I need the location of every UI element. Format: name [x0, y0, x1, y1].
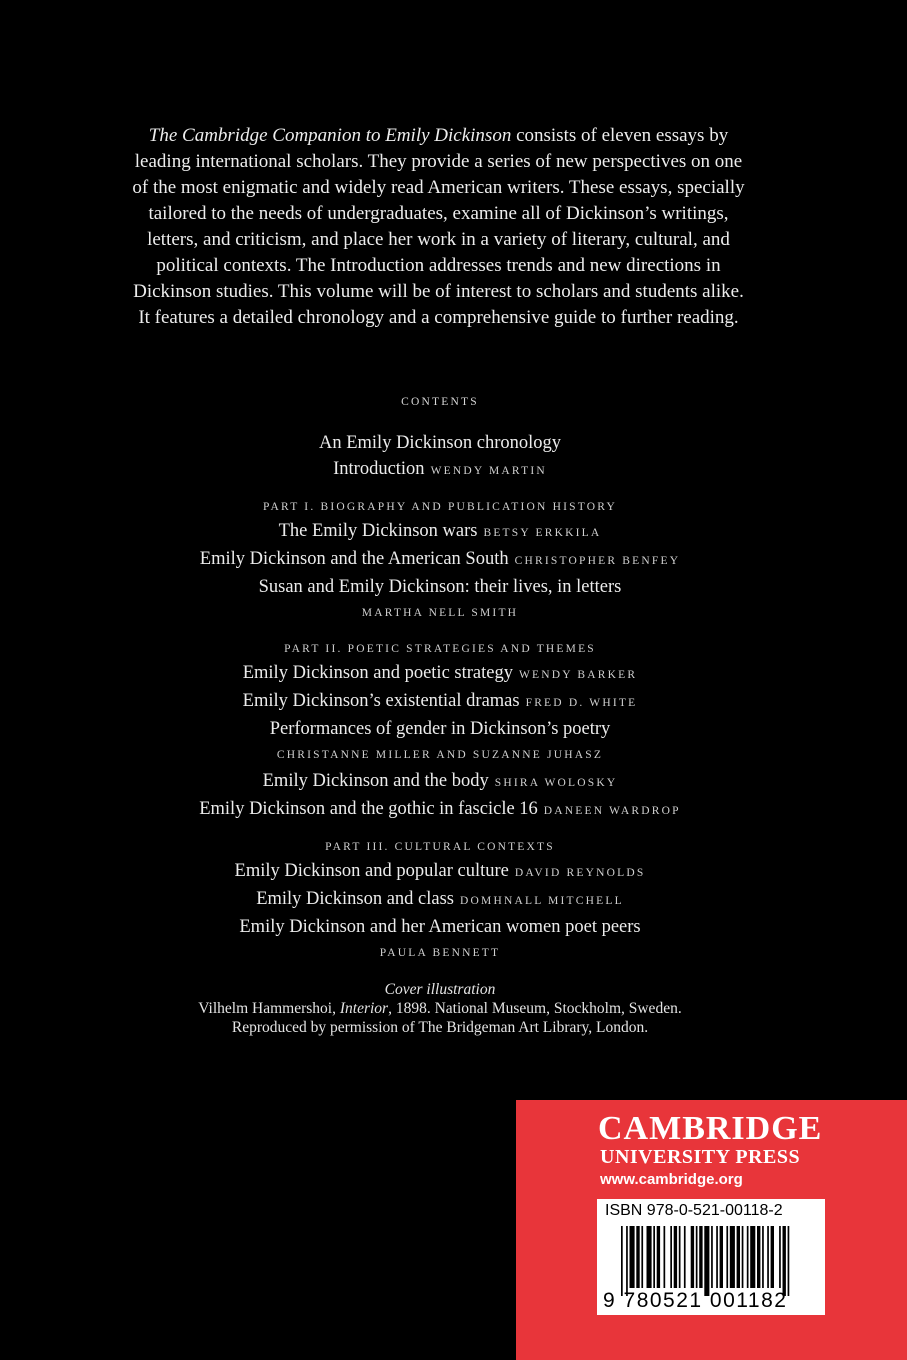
toc-entry — [0, 768, 880, 796]
barcode-bar — [641, 1226, 643, 1288]
credit-work-title: Interior — [339, 1000, 389, 1017]
barcode-digits: 9 780521 001182 — [603, 1289, 788, 1312]
isbn-label: ISBN 978-0-521-00118-2 — [605, 1202, 783, 1219]
barcode-bar — [737, 1226, 740, 1288]
barcode-bar — [674, 1226, 677, 1288]
barcode-bar — [684, 1226, 686, 1288]
toc-entry-author: FRED D. WHITE — [525, 697, 638, 709]
barcode-bar — [716, 1226, 718, 1288]
toc-entry — [0, 660, 880, 688]
book-title: The Cambridge Companion to Emily Dickinson — [148, 125, 512, 146]
table-of-contents — [0, 430, 880, 966]
barcode-bar — [696, 1226, 698, 1288]
toc-entry — [0, 796, 880, 824]
barcode-bar — [664, 1226, 666, 1288]
barcode-bar — [704, 1226, 709, 1296]
barcode-bar — [691, 1226, 694, 1288]
toc-entry — [0, 688, 880, 716]
barcode-bar — [636, 1226, 639, 1288]
toc-entry-author: BETSY ERKKILA — [483, 527, 602, 539]
barcode-bar — [747, 1226, 749, 1288]
back-cover-blurb — [130, 123, 747, 331]
toc-entry-title: Emily Dickinson and poetic strategy — [242, 663, 513, 683]
toc-entry-author: WENDY MARTIN — [430, 465, 547, 477]
toc-entry — [0, 914, 880, 940]
toc-entry — [0, 456, 880, 484]
barcode-bar — [757, 1226, 760, 1288]
contents-heading: CONTENTS — [401, 396, 479, 408]
publisher-url: www.cambridge.org — [600, 1171, 743, 1188]
toc-entry-author: DANEEN WARDROP — [543, 805, 681, 817]
toc-entry-title: Introduction — [333, 459, 425, 479]
barcode-bar — [720, 1226, 723, 1288]
blurb-text: consists of eleven essays by leading international scholars. They provide a series of new perspectives on one of the most enigmatic and widely read American writers. These essays, specially tailored to the needs of undergraduates, examine all of Dickinson’s writings, letters, and criticism, and place her work in a variety of literary, cultural, and political contexts. The Introduction addresses trends and new directions in Dickinson studies. This volume will be of interest to scholars and students alike. It features a detailed chronology and a comprehensive guide to further reading. — [132, 125, 745, 328]
part-heading: PART III. CULTURAL CONTEXTS — [325, 841, 555, 853]
toc-entry-title: Emily Dickinson and her American women poet peers — [239, 917, 641, 937]
barcode-bar — [771, 1226, 774, 1288]
cover-permission-line: Reproduced by permission of The Bridgeman Art Library, London. — [231, 1019, 649, 1036]
toc-entry-author: CHRISTOPHER BENFEY — [514, 555, 681, 567]
barcode-bar — [711, 1226, 713, 1288]
toc-entry-title: Emily Dickinson and the gothic in fascicle 16 — [199, 799, 538, 819]
barcode-bar — [647, 1226, 652, 1288]
toc-entry — [0, 858, 880, 886]
toc-entry-title: An Emily Dickinson chronology — [318, 433, 562, 453]
barcode-bar — [657, 1226, 660, 1288]
toc-entry — [0, 574, 880, 600]
toc-entry-author: DOMHNALL MITCHELL — [460, 895, 624, 907]
barcode-bar — [653, 1226, 655, 1288]
credit-details: , 1898. National Museum, Stockholm, Sweden. — [388, 1000, 682, 1017]
cover-caption: Cover illustration — [384, 981, 496, 998]
toc-entry — [0, 518, 880, 546]
barcode-bar — [730, 1226, 735, 1288]
publisher-name: CAMBRIDGE — [598, 1110, 823, 1147]
barcode-bar — [621, 1226, 623, 1296]
part-heading: PART I. BIOGRAPHY AND PUBLICATION HISTORY — [262, 501, 618, 513]
barcode-bar — [767, 1226, 769, 1288]
toc-entry-title: Emily Dickinson and class — [256, 889, 455, 909]
toc-entry-author: DAVID REYNOLDS — [514, 867, 646, 879]
barcode-bar — [630, 1226, 635, 1288]
toc-entry — [0, 430, 880, 456]
barcode-bar — [699, 1226, 702, 1288]
barcode-bar — [788, 1226, 790, 1296]
toc-entry-title: Emily Dickinson and the American South — [199, 549, 509, 569]
cover-credit-line — [0, 999, 880, 1018]
toc-entry-title: Performances of gender in Dickinson’s poetry — [269, 719, 611, 739]
barcode-bar — [750, 1226, 755, 1288]
credit-artist: Vilhelm Hammershoi, — [198, 1000, 340, 1017]
toc-entry-author: CHRISTANNE MILLER AND SUZANNE JUHASZ — [276, 749, 604, 761]
barcode-bar — [742, 1226, 744, 1288]
toc-entry-title: Emily Dickinson and the body — [262, 771, 489, 791]
toc-entry-title: The Emily Dickinson wars — [278, 521, 478, 541]
toc-entry-title: Emily Dickinson and popular culture — [234, 861, 509, 881]
part-heading: PART II. POETIC STRATEGIES AND THEMES — [284, 643, 596, 655]
barcode-bar — [670, 1226, 672, 1288]
toc-entry-author: SHIRA WOLOSKY — [494, 777, 618, 789]
barcode-panel — [597, 1199, 825, 1315]
barcode-bar — [783, 1226, 786, 1296]
barcode-bar — [779, 1226, 781, 1288]
toc-entry-author: PAULA BENNETT — [379, 947, 501, 959]
barcode-bar — [679, 1226, 681, 1288]
barcode-bar — [626, 1226, 628, 1296]
cover-credit — [0, 980, 880, 1037]
toc-entry-author: WENDY BARKER — [518, 669, 638, 681]
toc-entry-author: MARTHA NELL SMITH — [361, 607, 519, 619]
toc-entry-title: Emily Dickinson’s existential dramas — [242, 691, 520, 711]
barcode-bar — [726, 1226, 728, 1288]
publisher-subname: UNIVERSITY PRESS — [600, 1146, 801, 1168]
barcode-bar — [762, 1226, 764, 1288]
toc-entry-title: Susan and Emily Dickinson: their lives, in letters — [258, 577, 622, 597]
toc-entry — [0, 886, 880, 914]
toc-entry — [0, 716, 880, 742]
toc-entry — [0, 546, 880, 574]
